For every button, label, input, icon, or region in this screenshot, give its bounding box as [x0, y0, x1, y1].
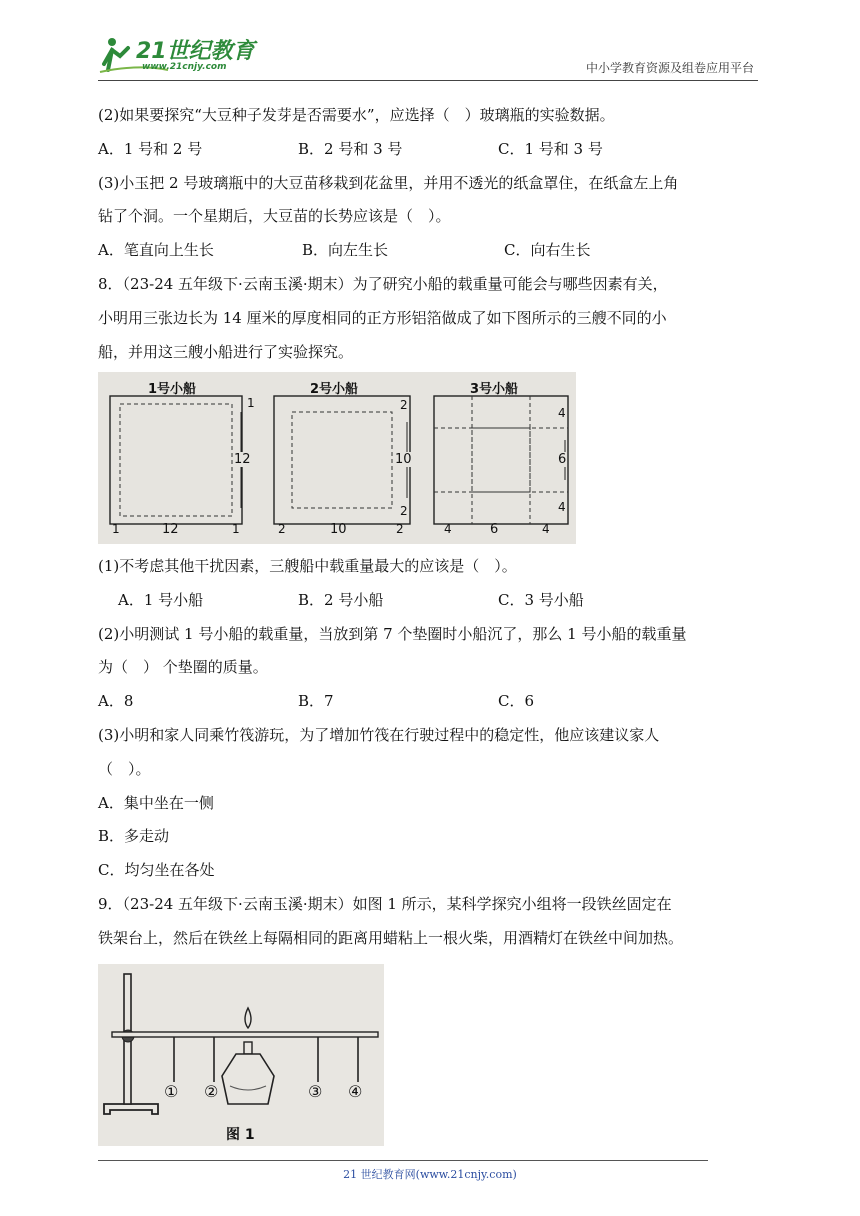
- q8-stem-line3: 船，并用这三艘小船进行了实验探究。: [98, 343, 354, 361]
- boat-3-diagram: [434, 396, 568, 524]
- q8-part3-line1: (3)小明和家人同乘竹筏游玩，为了增加竹筏在行驶过程中的稳定性，他应该建议家人: [98, 726, 660, 744]
- figure-caption: 图 1: [226, 1127, 255, 1143]
- logo-url: www.21cnjy.com: [142, 62, 227, 72]
- boat-2-side-top: 2: [400, 398, 408, 412]
- q8-p2-option-c: C．6: [498, 692, 535, 710]
- q8-p1-option-a: A．1 号小船: [118, 591, 204, 609]
- q8-p1-option-c: C．3 号小船: [498, 591, 584, 609]
- boat-3-height: 6: [558, 452, 567, 467]
- q7-p2-option-b: B．2 号和 3 号: [298, 140, 403, 158]
- q7-p2-option-a: A．1 号和 2 号: [98, 140, 203, 158]
- boat-2-side-bottom: 2: [400, 504, 408, 518]
- match-label-2: ②: [204, 1082, 219, 1101]
- q8-part2-line2: 为（ ） 个垫圈的质量。: [98, 658, 268, 676]
- q9-stem-line1: 9．（23-24 五年级下·云南玉溪·期末）如图 1 所示，某科学探究小组将一段铁丝固定在: [98, 895, 672, 913]
- q8-p3-option-b: B．多走动: [98, 827, 170, 845]
- q7-p3-option-c: C．向右生长: [504, 241, 591, 259]
- q8-stem-line2: 小明用三张边长为 14 厘米的厚度相同的正方形铝箔做成了如下图所示的三艘不同的小: [98, 309, 667, 327]
- q8-p3-option-c: C．均匀坐在各处: [98, 861, 215, 879]
- q8-p2-option-b: B．7: [298, 692, 334, 710]
- iron-wire-figure: [98, 964, 384, 1146]
- boats-figure: [98, 372, 576, 544]
- q7-p3-option-b: B．向左生长: [302, 241, 389, 259]
- logo-text: 21世纪教育: [136, 39, 255, 64]
- boat-3-side-bottom: 4: [558, 500, 566, 514]
- boat-3-width: 6: [490, 522, 499, 537]
- page-header: [98, 30, 758, 81]
- q8-p3-option-a: A．集中坐在一侧: [98, 794, 214, 812]
- boat-1-diagram: [110, 396, 242, 524]
- boat-2-side-left: 2: [278, 522, 286, 536]
- q8-part2-line1: (2)小明测试 1 号小船的载重量，当放到第 7 个垫圈时小船沉了，那么 1 号小船的载重量: [98, 625, 687, 643]
- q9-stem-line2: 铁架台上，然后在铁丝上每隔相同的距离用蜡粘上一根火柴，用酒精灯在铁丝中间加热。: [98, 929, 684, 947]
- q8-part1: (1)不考虑其他干扰因素，三艘船中载重量最大的应该是（ ）。: [98, 557, 517, 575]
- q7-p2-option-c: C．1 号和 3 号: [498, 140, 603, 158]
- match-label-3: ③: [308, 1082, 323, 1101]
- boat-2-diagram: [274, 396, 410, 524]
- q7-part3-line1: (3)小玉把 2 号玻璃瓶中的大豆苗移栽到花盆里，并用不透光的纸盒罩住，在纸盒左上角: [98, 174, 679, 192]
- match-label-4: ④: [348, 1082, 363, 1101]
- site-logo: [98, 34, 278, 78]
- footer-divider: [98, 1160, 708, 1161]
- page-footer: 21 世纪教育网(www.21cnjy.com): [343, 1168, 517, 1181]
- platform-label: 中小学教育资源及组卷应用平台: [585, 61, 754, 75]
- boat-1-title: 1号小船: [148, 382, 197, 397]
- q7-part2: (2)如果要探究“大豆种子发芽是否需要水”，应选择（ ）玻璃瓶的实验数据。: [98, 106, 615, 124]
- boat-1-side-right: 1: [232, 522, 240, 536]
- iron-stand-diagram: [98, 964, 384, 1146]
- boat-3-title: 3号小船: [470, 382, 519, 397]
- q7-p3-option-a: A．笔直向上生长: [98, 241, 214, 259]
- boat-2-title: 2号小船: [310, 382, 359, 397]
- q7-part3-line2: 钻了个洞。一个星期后，大豆苗的长势应该是（ ）。: [98, 207, 451, 225]
- match-label-1: ①: [164, 1082, 179, 1101]
- boat-2-width: 10: [330, 522, 347, 537]
- boat-1-side-top: 1: [247, 396, 255, 410]
- q8-p1-option-b: B．2 号小船: [298, 591, 384, 609]
- q8-stem-line1: 8．（23-24 五年级下·云南玉溪·期末）为了研究小船的载重量可能会与哪些因素有关，: [98, 275, 668, 293]
- boat-3-side-left: 4: [444, 522, 452, 536]
- boat-1-height: 12: [234, 452, 251, 467]
- boat-2-height: 10: [395, 452, 412, 467]
- boat-3-side-right: 4: [542, 522, 550, 536]
- boat-1-width: 12: [162, 522, 179, 537]
- boat-3-side-top: 4: [558, 406, 566, 420]
- boat-2-side-right: 2: [396, 522, 404, 536]
- boat-1-side-left: 1: [112, 522, 120, 536]
- q8-part3-line2: （ ）。: [98, 760, 151, 778]
- q8-p2-option-a: A．8: [98, 692, 134, 710]
